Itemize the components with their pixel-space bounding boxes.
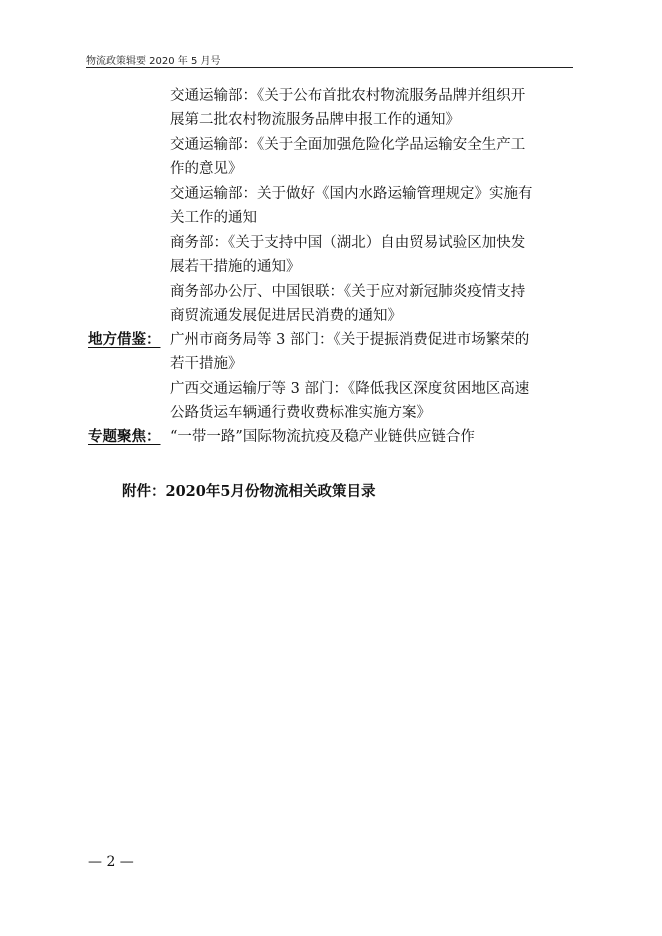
national-item-3-line-1: 交通运输部：关于做好《国内水路运输管理规定》实施有	[170, 186, 533, 202]
national-item-1-line-1: 交通运输部：《关于公布首批农村物流服务品牌并组织开	[170, 88, 526, 104]
national-item-2-line-1: 交通运输部：《关于全面加强危险化学品运输安全生产工	[170, 137, 526, 153]
local-item-1-line-2: 若干措施》	[170, 356, 243, 372]
local-item-2-line-1: 广西交通运输厅等 3 部门：《降低我区深度贫困地区高速	[170, 381, 530, 397]
national-item-4-line-2: 展若干措施的通知》	[170, 259, 301, 275]
national-item-2-line-2: 作的意见》	[170, 161, 243, 177]
national-item-1-line-2: 展第二批农村物流服务品牌申报工作的通知》	[170, 112, 460, 128]
national-item-3-line-2: 关工作的通知	[170, 210, 257, 226]
page-number: — 2 —	[88, 854, 134, 870]
focus-text: “一带一路”国际物流抗疫及稳产业链供应链合作	[170, 429, 475, 445]
national-item-5-line-1: 商务部办公厅、中国银联：《关于应对新冠肺炎疫情支持	[170, 284, 526, 300]
local-item-1-line-1: 广州市商务局等 3 部门：《关于提振消费促进市场繁荣的	[170, 332, 530, 348]
national-item-5-line-2: 商贸流通发展促进居民消费的通知》	[170, 308, 402, 324]
focus-section-label: 专题聚焦：	[88, 428, 161, 445]
national-item-4-line-1: 商务部：《关于支持中国（湖北）自由贸易试验区加快发	[170, 235, 526, 251]
local-item-2-line-2: 公路货运车辆通行费收费标准实施方案》	[170, 405, 431, 421]
annex-title: 附件：2020年5月份物流相关政策目录	[122, 483, 376, 500]
header-divider	[86, 67, 573, 68]
local-section-label: 地方借鉴：	[88, 331, 161, 348]
running-header: 物流政策辑要 2020 年 5 月号	[86, 56, 221, 67]
